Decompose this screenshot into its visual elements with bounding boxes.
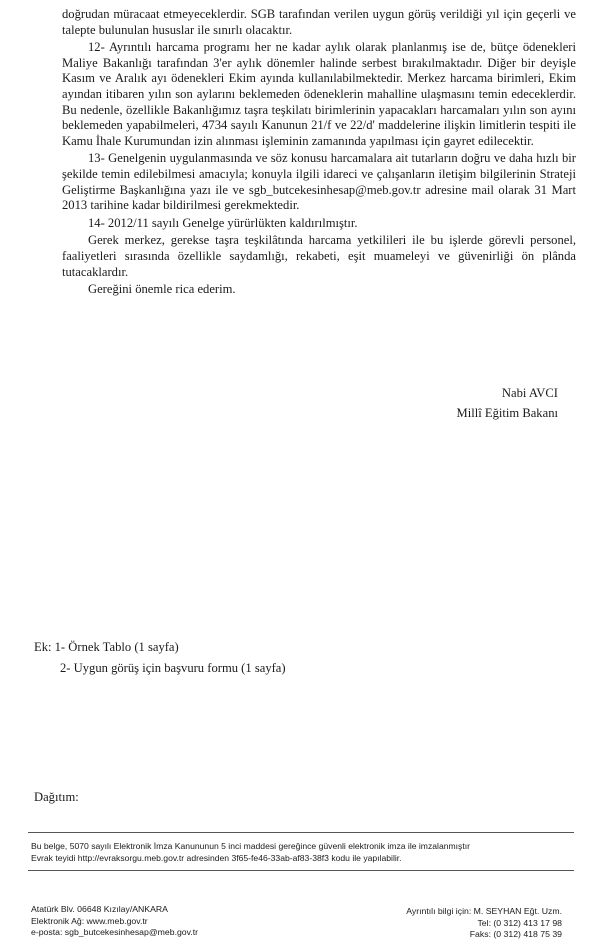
paragraph-closing: Gereğini önemle rica ederim. bbox=[88, 282, 236, 297]
attachment-item-1: Ek: 1- Örnek Tablo (1 sayfa) bbox=[34, 640, 179, 654]
paragraph-item-12: 12- Ayrıntılı harcama programı her ne kadar aylık olarak planlanmış ise de, bütçe ödenekleri Maliye Bakanlığı tarafından 3'er aylık dönemler halinde serbest bırakılmaktadır. Diğer bir deyişle Kasım ve Aralık ayı ödenekleri Ekim ayında kullanılabilmektedir. Merkez harcama birimleri, Ekim ayından itibaren yılın son aylarını beklemeden ödeneklerin mahalline ulaşmasını temin edeceklerdir. Bu nedenle, özellikle Bakanlığımız taşra teşkilatı birimlerinin yapacakları harcamaları yılın son ayını beklemeden yapabilmeleri, 4734 sayılı Kanunun 21/f ve 22/d' maddelerine ilişkin limitlerin tespiti ile Kamu İhale Kurumundan izin alınması işleminin zamanında yapılması için gayret edilecektir. bbox=[62, 40, 576, 148]
attachment-item-2: 2- Uygun görüş için başvuru formu (1 sayfa) bbox=[60, 661, 286, 675]
paragraph-continuation: doğrudan müracaat etmeyeceklerdir. SGB tarafından verilen uygun görüş verildiği yıl için geçerli ve talepte bulunulan hususlar ile sınırlı olacaktır. bbox=[62, 7, 576, 37]
footer-contact-block bbox=[406, 906, 562, 941]
signatory-title: Millî Eğitim Bakanı bbox=[456, 406, 558, 420]
signature-block bbox=[457, 383, 558, 423]
paragraph-item-14: 14- 2012/11 sayılı Genelge yürürlükten kaldırılmıştır. bbox=[88, 215, 358, 230]
footer-address-block bbox=[31, 904, 198, 939]
signatory-name: Nabi AVCI bbox=[501, 386, 558, 400]
footer-email: e-posta: sgb_butcekesinhesap@meb.gov.tr bbox=[31, 927, 199, 938]
e-signature-notice bbox=[31, 840, 576, 864]
notice-line-2: Evrak teyidi http://evraksorgu.meb.gov.tr adresinden 3f65-fe46-33ab-af83-38f3 kodu ile yapılabilir. bbox=[31, 853, 402, 863]
paragraph-item-13: 13- Genelgenin uygulanmasında ve söz konusu harcamalara ait tutarların doğru ve daha hızlı bir şekilde temin edilebilmesi amacıyla; konuyla ilgili idareci ve çalışanların iletişim bilgilerinin Strateji Geliştirme Başkanlığına yazı ile ve sgb_butcekesinhesap@meb.gov.tr adresine mail olarak 31 Mart 2013 tarihine kadar bildirilmesi gerekmektedir. bbox=[62, 151, 576, 213]
footer-web: Elektronik Ağ: www.meb.gov.tr bbox=[31, 915, 148, 926]
footer-contact: Ayrıntılı bilgi için: M. SEYHAN Eğt. Uzm. bbox=[406, 906, 562, 916]
attachments-list bbox=[34, 637, 286, 679]
divider-bottom bbox=[28, 870, 574, 871]
letter-body bbox=[62, 7, 576, 300]
notice-line-1: Bu belge, 5070 sayılı Elektronik İmza Kanununun 5 inci maddesi gereğince güvenli elektronik imza ile imzalanmıştır bbox=[31, 841, 470, 851]
footer-tel: Tel: (0 312) 413 17 98 bbox=[477, 917, 562, 928]
distribution-label: Dağıtım: bbox=[34, 790, 79, 804]
footer-fax: Faks: (0 312) 418 75 39 bbox=[469, 929, 562, 940]
footer-address: Atatürk Blv. 06648 Kızılay/ANKARA bbox=[31, 904, 168, 914]
paragraph-general: Gerek merkez, gerekse taşra teşkilâtında harcama yetkilileri ile bu işlerde görevli personel, faaliyetleri sırasında özellikle saydamlığı, rekabeti, eşit muameleyi ve güvenirliği ön plânda tutacaklardır. bbox=[62, 233, 576, 279]
divider-top bbox=[28, 832, 574, 833]
